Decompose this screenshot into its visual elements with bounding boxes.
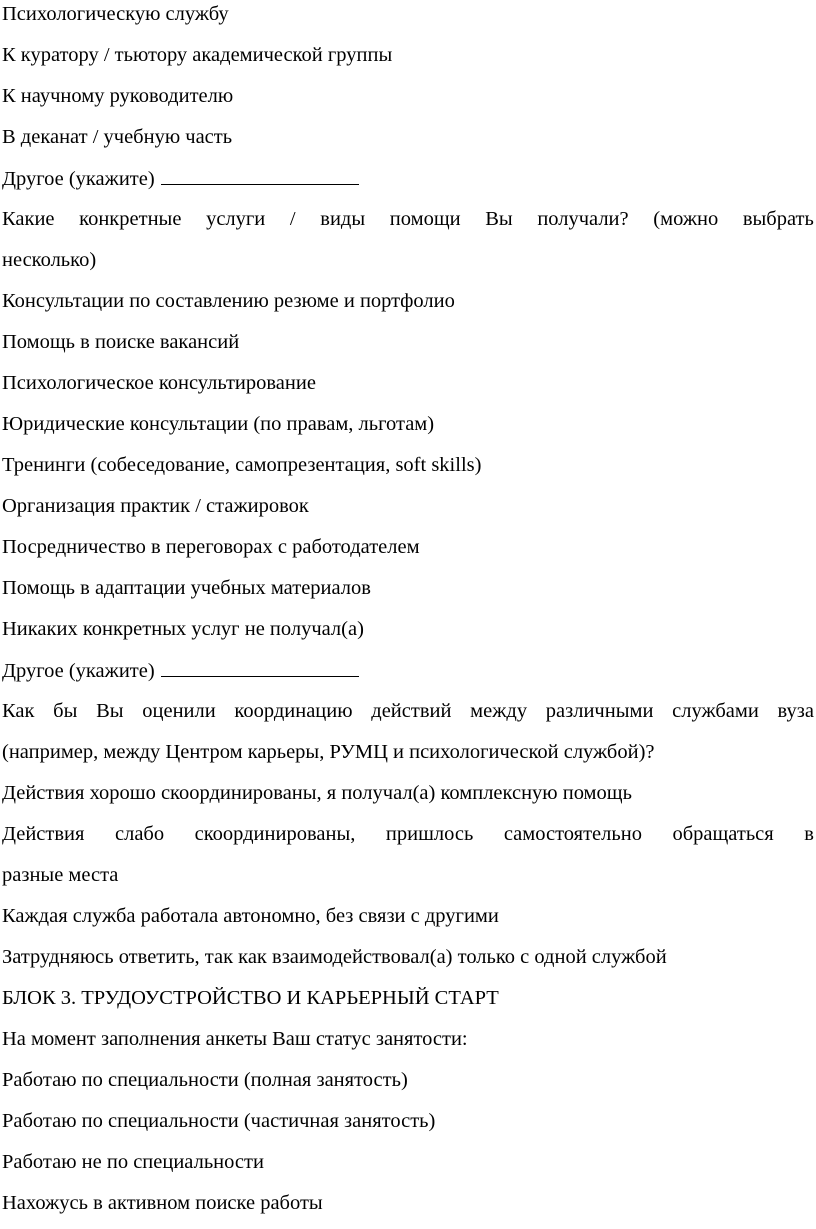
word: оценили bbox=[142, 700, 216, 722]
word: различными bbox=[545, 700, 654, 722]
word: службами bbox=[672, 700, 759, 722]
word: вуза bbox=[777, 700, 814, 722]
word: скоординированы, bbox=[194, 823, 356, 845]
word: Какие bbox=[2, 208, 55, 230]
option-vacancy-search: Помощь в поиске вакансий bbox=[2, 331, 240, 353]
question-services-received-line-2: несколько) bbox=[2, 249, 97, 271]
option-psychological-service: Психологическую службу bbox=[2, 3, 229, 25]
option-well-coordinated: Действия хорошо скоординированы, я получал(а) комплексную помощь bbox=[2, 782, 632, 804]
section-heading-block-3: БЛОК 3. ТРУДОУСТРОЙСТВО И КАРЬЕРНЫЙ СТАРТ bbox=[2, 987, 499, 1009]
option-other-1 bbox=[2, 166, 359, 191]
word: (можно bbox=[653, 208, 719, 230]
word: самостоятельно bbox=[503, 823, 642, 845]
word: Как bbox=[2, 700, 35, 722]
option-non-specialty-job: Работаю не по специальности bbox=[2, 1151, 264, 1173]
option-other-label: Другое (укажите) bbox=[2, 660, 155, 682]
word: Вы bbox=[485, 208, 513, 230]
question-coordination-line-2: (например, между Центром карьеры, РУМЦ и психологической службой)? bbox=[2, 741, 655, 763]
word: выбрать bbox=[742, 208, 814, 230]
word: координацию bbox=[234, 700, 353, 722]
word: пришлось bbox=[385, 823, 474, 845]
question-employment-status: На момент заполнения анкеты Ваш статус занятости: bbox=[2, 1028, 468, 1050]
option-legal-consulting: Юридические консультации (по правам, льготам) bbox=[2, 413, 435, 435]
option-trainings: Тренинги (собеседование, самопрезентация, soft skills) bbox=[2, 454, 482, 476]
word: между bbox=[470, 700, 528, 722]
option-other-label: Другое (укажите) bbox=[2, 168, 155, 190]
option-internships: Организация практик / стажировок bbox=[2, 495, 309, 517]
option-full-time-specialty: Работаю по специальности (полная занятость) bbox=[2, 1069, 408, 1091]
option-dean-office: В деканат / учебную часть bbox=[2, 126, 233, 148]
word: Действия bbox=[2, 823, 85, 845]
word: услуги bbox=[206, 208, 266, 230]
word: действий bbox=[371, 700, 452, 722]
option-employer-mediation: Посредничество в переговорах с работодателем bbox=[2, 536, 420, 558]
option-no-services: Никаких конкретных услуг не получал(а) bbox=[2, 618, 364, 640]
word: обращаться bbox=[672, 823, 774, 845]
option-other-2 bbox=[2, 658, 359, 683]
option-cannot-answer: Затрудняюсь ответить, так как взаимодействовал(а) только с одной службой bbox=[2, 946, 667, 968]
word: конкретные bbox=[79, 208, 182, 230]
question-services-received-line-1 bbox=[2, 207, 814, 231]
option-resume-consulting: Консультации по составлению резюме и портфолио bbox=[2, 290, 455, 312]
word: в bbox=[804, 823, 814, 845]
fill-in-blank-line bbox=[161, 658, 359, 677]
word: виды bbox=[320, 208, 366, 230]
word: получали? bbox=[537, 208, 629, 230]
option-psychological-consulting: Психологическое консультирование bbox=[2, 372, 316, 394]
option-part-time-specialty: Работаю по специальности (частичная занятость) bbox=[2, 1110, 436, 1132]
fill-in-blank-line bbox=[161, 166, 359, 185]
word: / bbox=[289, 208, 296, 230]
option-active-job-search: Нахожусь в активном поиске работы bbox=[2, 1192, 323, 1214]
word: слабо bbox=[114, 823, 165, 845]
option-scientific-supervisor: К научному руководителю bbox=[2, 85, 234, 107]
question-coordination-line-1 bbox=[2, 699, 814, 723]
option-autonomous-services: Каждая служба работала автономно, без связи с другими bbox=[2, 905, 499, 927]
word: Вы bbox=[96, 700, 124, 722]
word: бы bbox=[53, 700, 78, 722]
option-poorly-coordinated-line-2: разные места bbox=[2, 864, 119, 886]
option-material-adaptation: Помощь в адаптации учебных материалов bbox=[2, 577, 371, 599]
option-poorly-coordinated-line-1 bbox=[2, 822, 814, 846]
word: помощи bbox=[389, 208, 461, 230]
option-curator-tutor: К куратору / тьютору академической группы bbox=[2, 44, 393, 66]
